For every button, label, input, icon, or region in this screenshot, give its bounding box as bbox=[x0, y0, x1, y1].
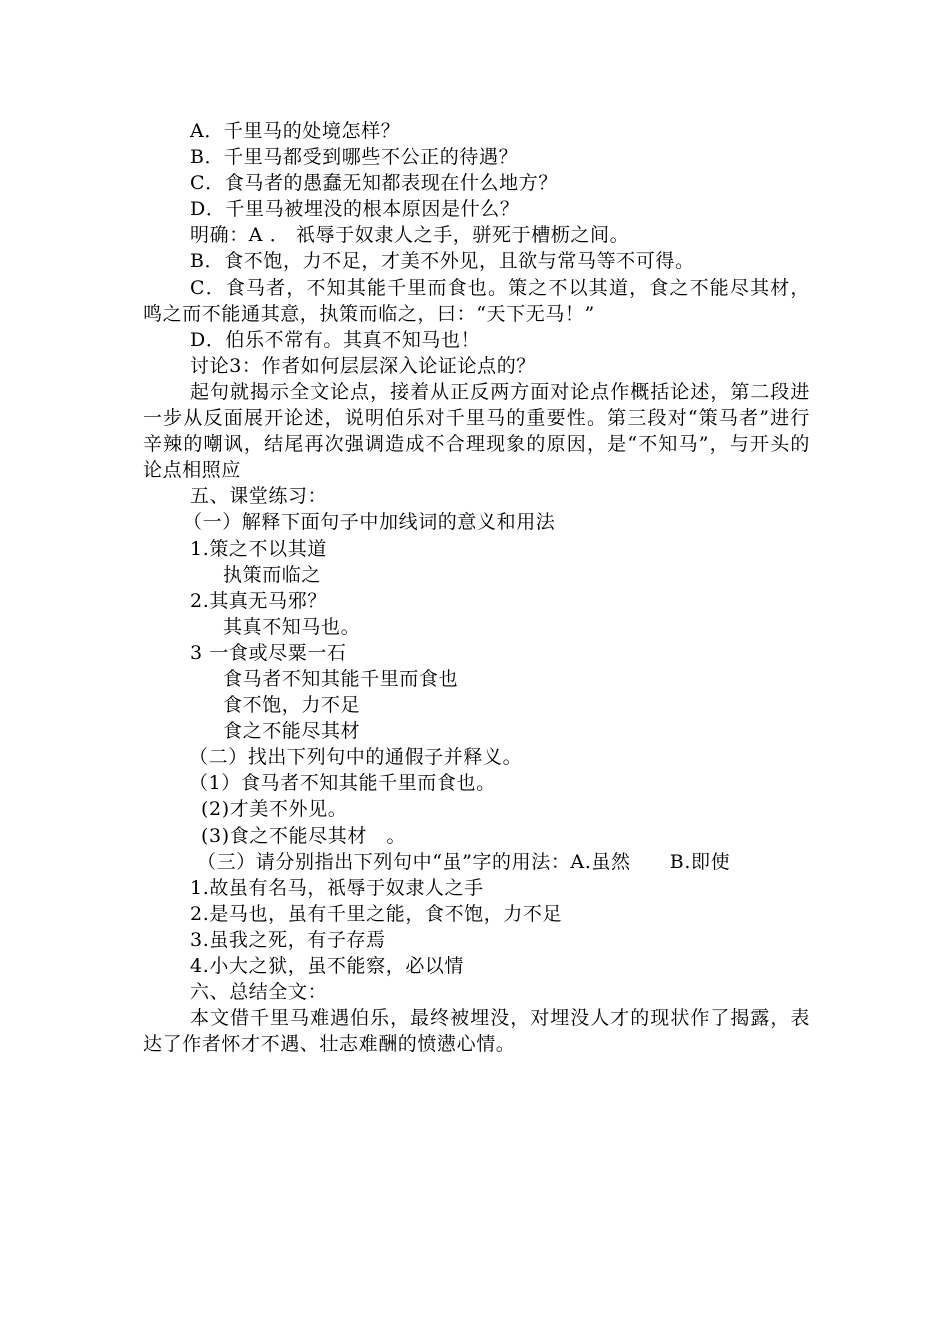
document-body bbox=[143, 118, 810, 1057]
answer-b: B．食不饱，力不足，才美不外见，且欲与常马等不可得。 bbox=[190, 250, 695, 273]
exercise-1-item-3-sub-1: 食马者不知其能千里而食也 bbox=[223, 667, 459, 690]
exercise-1-item-3: 3 一食或尽粟一石 bbox=[190, 641, 347, 664]
section-5-heading: 五、课堂练习： bbox=[190, 485, 328, 508]
exercise-1-item-1: 1.策之不以其道 bbox=[190, 537, 327, 560]
exercise-3-heading: （三）请分别指出下列句中“虽”字的用法：A.虽然 B.即使 bbox=[197, 850, 731, 873]
answer-a: 明确：A ． 祇辱于奴隶人之手，骈死于槽枥之间。 bbox=[190, 224, 630, 247]
exercise-1-item-2-sub: 其真不知马也。 bbox=[223, 615, 361, 638]
exercise-1-item-1-sub: 执策而临之 bbox=[223, 563, 322, 586]
exercise-3-item-2: 2.是马也，虽有千里之能，食不饱，力不足 bbox=[190, 902, 563, 925]
exercise-1-item-3-sub-2: 食不饱，力不足 bbox=[223, 694, 361, 717]
question-d: D．千里马被埋没的根本原因是什么？ bbox=[190, 198, 520, 221]
discussion-3-answer: 起句就揭示全文论点，接着从正反两方面对论点作概括论述，第二段进一步从反面展开论述，说明伯乐对千里马的重要性。第三段对“策马者”进行辛辣的嘲讽，结尾再次强调造成不合理现象的原因，是“不知马”，与开头的论点相照应 bbox=[143, 380, 810, 482]
exercise-2-item-3: (3)食之不能尽其材 。 bbox=[201, 824, 407, 847]
answer-c: C．食马者，不知其能千里而食也。策之不以其道，食之不能尽其材，鸣之而不能通其意，执策而临之，曰：“天下无马！” bbox=[143, 276, 810, 325]
summary-paragraph: 本文借千里马难遇伯乐，最终被埋没，对埋没人才的现状作了揭露，表达了作者怀才不遇、壮志难酬的愤懑心情。 bbox=[143, 1007, 810, 1056]
exercise-3-item-1: 1.故虽有名马，祇辱于奴隶人之手 bbox=[190, 876, 484, 899]
exercise-3-item-4: 4.小大之狱，虽不能察，必以情 bbox=[190, 955, 465, 977]
exercise-1-item-3-sub-3: 食之不能尽其材 bbox=[223, 720, 361, 743]
question-a: A．千里马的处境怎样？ bbox=[190, 120, 401, 142]
question-b: B．千里马都受到哪些不公正的待遇？ bbox=[190, 146, 519, 169]
exercise-2-item-2: (2)才美不外见。 bbox=[201, 798, 348, 821]
question-c: C．食马者的愚蠢无知都表现在什么地方？ bbox=[190, 172, 558, 195]
answer-d: D．伯乐不常有。其真不知马也！ bbox=[190, 328, 481, 351]
section-6-heading: 六、总结全文： bbox=[190, 981, 328, 1004]
exercise-1-heading: （一）解释下面句子中加线词的意义和用法 bbox=[183, 511, 556, 534]
exercise-3-item-3: 3.虽我之死，有子存焉 bbox=[190, 928, 386, 951]
exercise-1-item-2: 2.其真无马邪？ bbox=[190, 589, 327, 612]
exercise-2-heading: （二）找出下列句中的通假子并释义。 bbox=[189, 746, 523, 769]
discussion-3-question: 讨论3：作者如何层层深入论证论点的？ bbox=[190, 354, 536, 377]
exercise-2-item-1: （1）食马者不知其能千里而食也。 bbox=[189, 772, 496, 795]
